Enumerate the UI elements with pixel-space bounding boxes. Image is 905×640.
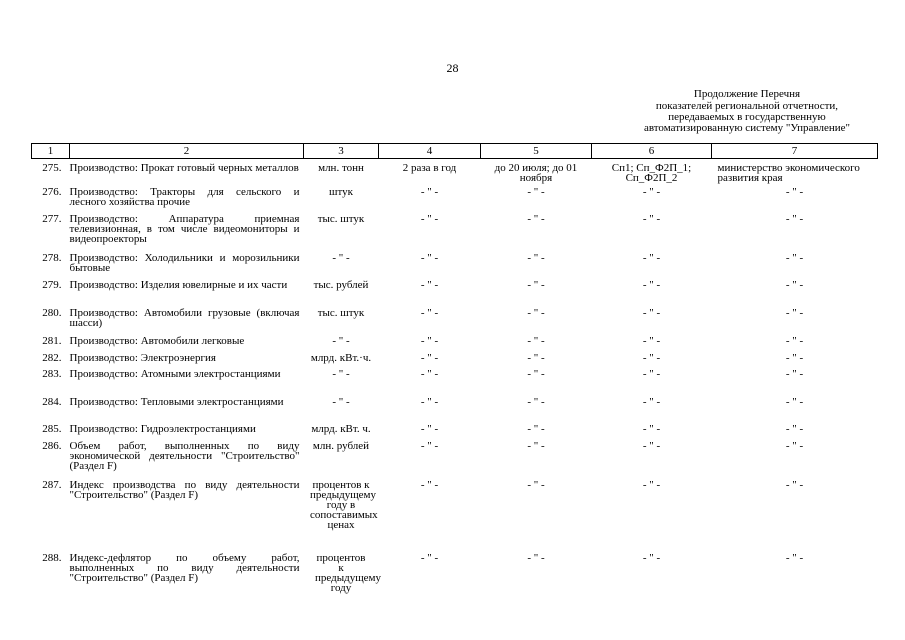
continuation-subtitle-line: автоматизированную систему "Управление"	[643, 122, 851, 134]
submission-deadline: - " -	[527, 334, 545, 347]
indicator-name: Производство: Аппаратура приемная телевизионная, в том числе видеомониторы и видеопроекторы	[69, 212, 300, 245]
continuation-title: Продолжение Перечня	[693, 88, 801, 100]
periodicity: - " -	[420, 439, 439, 452]
indicator-name: Производство: Тепловыми электростанциями	[69, 395, 284, 408]
indicators-table	[31, 143, 878, 600]
periodicity: - " -	[420, 334, 439, 347]
submission-deadline: - " -	[527, 422, 545, 435]
submission-deadline: - " -	[527, 306, 545, 319]
submission-deadline: - " -	[527, 395, 545, 408]
table-row	[32, 159, 878, 187]
report-form: - " -	[642, 212, 661, 225]
table-row	[32, 553, 878, 600]
submission-deadline: - " -	[527, 185, 545, 198]
unit-of-measure: тыс. штук	[317, 212, 365, 225]
periodicity: - " -	[420, 478, 439, 491]
responsible-organization: - " -	[785, 351, 804, 364]
indicator-name: Производство: Прокат готовый черных металлов	[69, 162, 299, 174]
responsible-organization: - " -	[785, 278, 804, 291]
responsible-organization: - " -	[785, 306, 804, 319]
unit-of-measure	[304, 480, 379, 553]
table-row	[32, 308, 878, 336]
table-row	[32, 280, 878, 308]
submission-deadline: - " -	[527, 278, 545, 291]
periodicity: - " -	[420, 551, 439, 564]
responsible-organization: - " -	[785, 422, 804, 435]
responsible-organization: - " -	[785, 367, 804, 380]
row-number: 286.	[42, 439, 62, 452]
periodicity: - " -	[420, 278, 439, 291]
periodicity: - " -	[420, 251, 439, 264]
row-number: 276.	[42, 185, 62, 198]
indicator-name: Производство: Тракторы для сельского и лесного хозяйства прочие	[69, 185, 300, 208]
submission-deadline: - " -	[527, 478, 545, 491]
report-form: - " -	[642, 551, 661, 564]
continuation-subtitle-line: показателей региональной отчетности,	[655, 100, 839, 112]
column-header: 1	[32, 144, 70, 159]
unit-of-measure: тыс. штук	[317, 306, 365, 319]
indicator-name: Индекс производства по виду деятельности "Строительство" (Раздел F)	[69, 478, 300, 501]
responsible-organization: - " -	[785, 478, 804, 491]
periodicity: - " -	[420, 351, 439, 364]
row-number: 279.	[42, 278, 62, 291]
table-body	[32, 159, 878, 600]
unit-of-measure	[304, 551, 382, 600]
table-row	[32, 253, 878, 280]
indicator-name: Производство: Атомными электростанциями	[69, 367, 281, 380]
submission-deadline: - " -	[527, 212, 545, 225]
submission-deadline: до 20 июля; до 01 ноября	[494, 162, 578, 184]
report-form: - " -	[642, 185, 661, 198]
indicator-name: Объем работ, выполненных по виду экономической деятельности "Строительство" (Раздел F)	[69, 439, 300, 472]
report-form: - " -	[642, 478, 661, 491]
column-header: 5	[481, 144, 592, 159]
responsible-organization: - " -	[785, 439, 804, 452]
unit-of-measure: - " -	[332, 334, 350, 347]
indicator-name: Производство: Автомобили грузовые (включая шасси)	[69, 306, 300, 329]
submission-deadline: - " -	[527, 439, 545, 452]
indicator-name: Производство: Электроэнергия	[69, 351, 216, 364]
periodicity: - " -	[420, 212, 439, 225]
indicator-name: Производство: Холодильники и морозильники бытовые	[69, 251, 300, 274]
indicator-name: Производство: Гидроэлектростанциями	[69, 422, 256, 435]
submission-deadline: - " -	[527, 251, 545, 264]
row-number: 277.	[42, 212, 62, 225]
responsible-organization: министерство экономического развития края	[717, 162, 860, 184]
responsible-organization: - " -	[785, 251, 804, 264]
unit-of-measure: штук	[329, 185, 353, 198]
column-header: 6	[592, 144, 712, 159]
unit-of-measure: - " -	[332, 367, 350, 380]
table-row	[32, 424, 878, 441]
row-number: 278.	[42, 251, 62, 264]
periodicity: - " -	[420, 185, 439, 198]
row-number: 275.	[42, 162, 62, 174]
indicator-name: Индекс-дефлятор по объему работ, выполненных по виду деятельности "Строительство" (Раздел F)	[69, 551, 300, 584]
indicator-name: Производство: Изделия ювелирные и их части	[69, 278, 288, 291]
table-row	[32, 187, 878, 214]
periodicity: - " -	[420, 306, 439, 319]
row-number: 285.	[42, 422, 62, 435]
responsible-organization: - " -	[785, 334, 804, 347]
unit-of-measure: млрд. кВт.·ч.	[310, 351, 372, 364]
report-form: - " -	[642, 278, 661, 291]
row-number: 284.	[42, 395, 62, 408]
unit-of-measure: млн. рублей	[312, 439, 370, 452]
row-number: 283.	[42, 367, 62, 380]
unit-of-measure: млрд. кВт. ч.	[311, 422, 371, 435]
unit-of-measure: млн. тонн	[318, 162, 364, 174]
row-number: 282.	[42, 351, 62, 364]
column-header: 2	[70, 144, 304, 159]
report-form: - " -	[642, 334, 661, 347]
report-form: - " -	[642, 367, 661, 380]
report-form: - " -	[642, 306, 661, 319]
table-row	[32, 369, 878, 397]
row-number: 288.	[42, 551, 62, 564]
row-number: 287.	[42, 478, 62, 491]
submission-deadline: - " -	[527, 551, 545, 564]
indicator-name: Производство: Автомобили легковые	[69, 334, 245, 347]
table-row	[32, 214, 878, 253]
report-form: - " -	[642, 422, 661, 435]
continuation-heading	[614, 89, 880, 134]
report-form: Сп1; Сп_Ф2П_1; Сп_Ф2П_2	[611, 162, 692, 184]
report-form: - " -	[642, 439, 661, 452]
submission-deadline: - " -	[527, 351, 545, 364]
responsible-organization: - " -	[785, 551, 804, 564]
responsible-organization: - " -	[785, 185, 804, 198]
table-row	[32, 480, 878, 553]
submission-deadline: - " -	[527, 367, 545, 380]
unit-of-measure: - " -	[332, 251, 350, 264]
responsible-organization: - " -	[785, 212, 804, 225]
column-header: 7	[712, 144, 878, 159]
page-number: 28	[446, 61, 459, 75]
responsible-organization: - " -	[785, 395, 804, 408]
report-form: - " -	[642, 251, 661, 264]
table-header-row	[32, 144, 878, 159]
table-row	[32, 441, 878, 480]
column-header: 3	[304, 144, 379, 159]
report-form: - " -	[642, 395, 661, 408]
report-form: - " -	[642, 351, 661, 364]
unit-text: процентов к предыдущему году в сопоставимых ценах	[310, 478, 378, 531]
periodicity: - " -	[420, 422, 439, 435]
unit-text: процентов к предыдущему году	[315, 551, 382, 594]
table-row	[32, 353, 878, 369]
periodicity: - " -	[420, 395, 439, 408]
row-number: 280.	[42, 306, 62, 319]
unit-of-measure: тыс. рублей	[313, 278, 369, 291]
periodicity: 2 раза в год	[402, 162, 457, 174]
periodicity: - " -	[420, 367, 439, 380]
row-number: 281.	[42, 334, 62, 347]
table-row	[32, 397, 878, 424]
table-row	[32, 336, 878, 353]
continuation-subtitle-line: передаваемых в государственную	[668, 111, 826, 123]
unit-of-measure: - " -	[332, 395, 350, 408]
column-header: 4	[379, 144, 481, 159]
